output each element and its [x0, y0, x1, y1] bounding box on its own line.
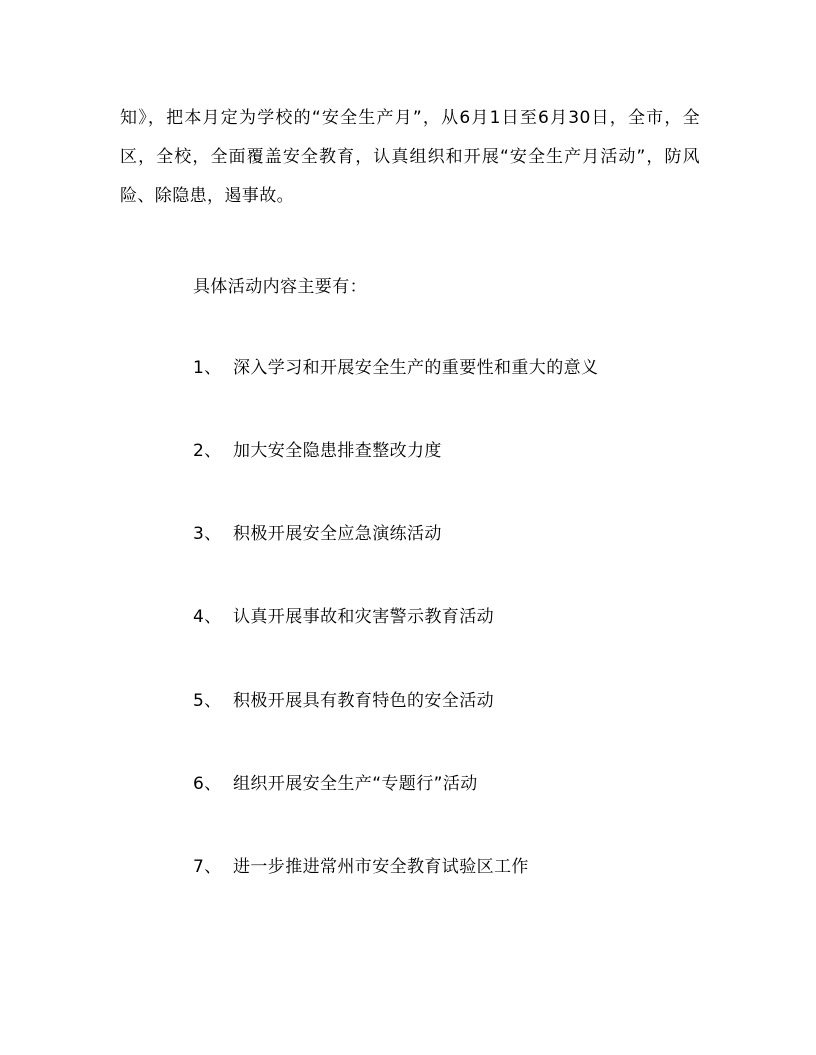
list-item [193, 682, 494, 721]
list-item-number: 3、 [193, 524, 222, 544]
list-item-text: 深入学习和开展安全生产的重要性和重大的意义 [233, 358, 599, 378]
list-item-number: 2、 [193, 441, 222, 461]
list-item-number: 5、 [193, 691, 222, 711]
list-item [193, 848, 529, 887]
list-item [193, 598, 494, 637]
list-item-text: 积极开展具有教育特色的安全活动 [233, 691, 494, 711]
list-item-text: 积极开展安全应急演练活动 [233, 524, 442, 544]
list-item-number: 7、 [193, 857, 222, 877]
list-item-text: 认真开展事故和灾害警示教育活动 [233, 607, 494, 627]
list-item-number: 1、 [193, 358, 222, 378]
list-item-text: 加大安全隐患排查整改力度 [233, 441, 442, 461]
list-item [193, 349, 598, 388]
body-paragraph: 知》，把本月定为学校的“安全生产月”，从6月1日至6月30日，全市，全区，全校，全面覆盖安全教育，认真组织和开展“安全生产月活动”，防风险、除隐患，遏事故。 [120, 108, 700, 206]
list-item-text: 进一步推进常州市安全教育试验区工作 [233, 857, 529, 877]
list-item-text: 组织开展安全生产“专题行”活动 [233, 774, 478, 794]
list-item [193, 765, 478, 804]
list-item [193, 432, 442, 471]
list-item [193, 515, 442, 554]
list-item-number: 4、 [193, 607, 222, 627]
list-item-number: 6、 [193, 774, 222, 794]
list-intro: 具体活动内容主要有： [193, 277, 367, 297]
